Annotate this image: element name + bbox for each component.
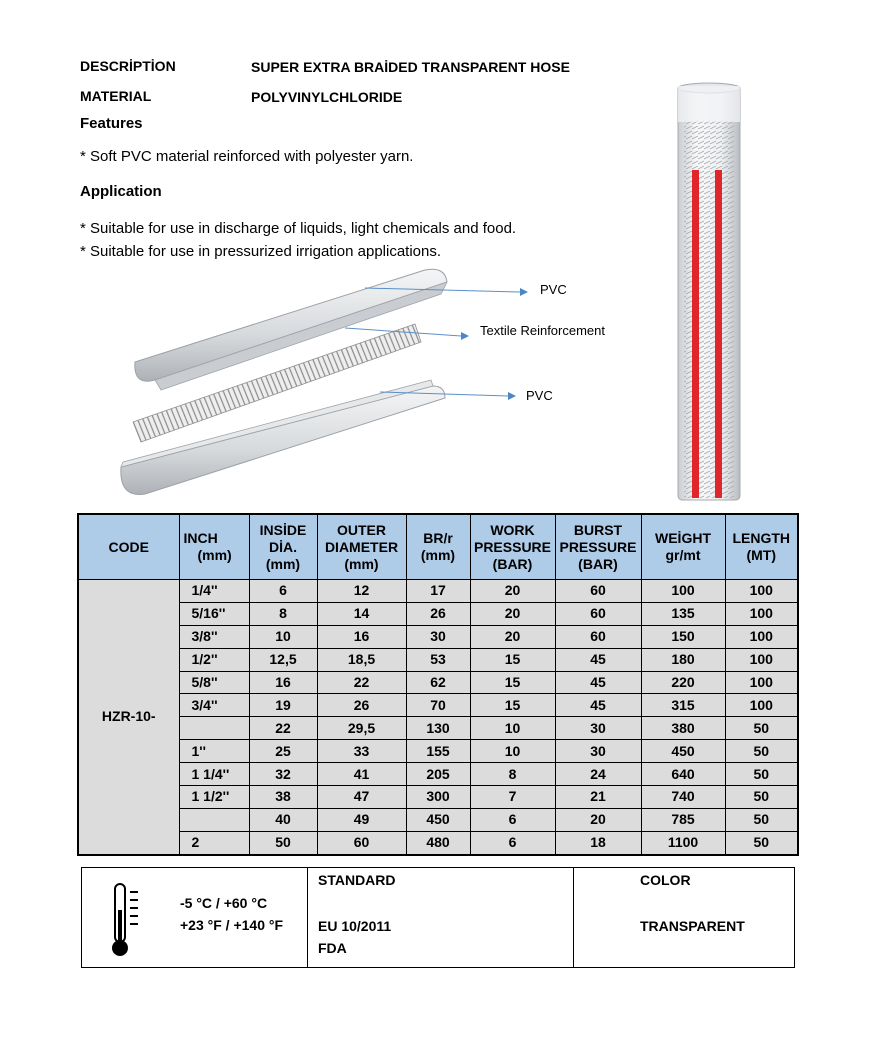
cell-bend-radius: 155 [406, 740, 470, 763]
cell-outer-diameter: 33 [317, 740, 406, 763]
cell-bend-radius: 62 [406, 671, 470, 694]
cell-code: HZR-10- [78, 580, 179, 855]
material-value: POLYVINYLCHLORIDE [251, 89, 403, 105]
temperature-fahrenheit: +23 °F / +140 °F [180, 917, 284, 933]
thermometer-icon [106, 880, 142, 960]
table-row [78, 717, 798, 740]
cell-inside-dia: 19 [249, 694, 317, 717]
table-row [78, 763, 798, 786]
cell-bend-radius: 30 [406, 625, 470, 648]
cell-outer-diameter: 16 [317, 625, 406, 648]
standard-value: EU 10/2011 [318, 918, 392, 934]
cell-bend-radius: 17 [406, 580, 470, 603]
cell-length: 100 [725, 602, 798, 625]
temperature-celsius: -5 °C / +60 °C [180, 895, 268, 911]
cell-burst-pressure: 24 [555, 763, 641, 786]
cell-inside-dia: 40 [249, 808, 317, 831]
header-length: LENGTH (MT) [725, 514, 798, 580]
cell-length: 100 [725, 648, 798, 671]
cell-weight: 380 [641, 717, 725, 740]
cell-bend-radius: 480 [406, 831, 470, 854]
cell-inside-dia: 6 [249, 580, 317, 603]
header-code: CODE [78, 514, 179, 580]
cell-length: 50 [725, 717, 798, 740]
cell-inch: 1 1/2'' [179, 786, 249, 809]
callout-textile: Textile Reinforcement [480, 323, 605, 338]
cell-weight: 640 [641, 763, 725, 786]
cell-work-pressure: 8 [470, 763, 555, 786]
cell-weight: 1100 [641, 831, 725, 854]
standard-value: FDA [318, 940, 347, 956]
cell-work-pressure: 6 [470, 831, 555, 854]
cell-weight: 315 [641, 694, 725, 717]
cell-inside-dia: 16 [249, 671, 317, 694]
cell-length: 100 [725, 580, 798, 603]
header-outer-diameter: OUTER DIAMETER (mm) [317, 514, 406, 580]
cell-outer-diameter: 12 [317, 580, 406, 603]
cell-inch: 2 [179, 831, 249, 854]
cell-bend-radius: 130 [406, 717, 470, 740]
cell-bend-radius: 53 [406, 648, 470, 671]
cell-work-pressure: 15 [470, 694, 555, 717]
cell-inch: 3/4'' [179, 694, 249, 717]
table-row [78, 602, 798, 625]
cell-weight: 150 [641, 625, 725, 648]
cell-outer-diameter: 49 [317, 808, 406, 831]
cell-outer-diameter: 26 [317, 694, 406, 717]
cell-outer-diameter: 22 [317, 671, 406, 694]
cell-weight: 785 [641, 808, 725, 831]
cell-burst-pressure: 30 [555, 717, 641, 740]
application-heading: Application [80, 183, 162, 200]
cell-work-pressure: 6 [470, 808, 555, 831]
cell-weight: 220 [641, 671, 725, 694]
cell-work-pressure: 20 [470, 625, 555, 648]
cell-inside-dia: 38 [249, 786, 317, 809]
cell-outer-diameter: 41 [317, 763, 406, 786]
table-row [78, 671, 798, 694]
cell-bend-radius: 26 [406, 602, 470, 625]
specification-table [77, 513, 799, 856]
cell-inch: 1/4'' [179, 580, 249, 603]
callout-pvc-inner: PVC [526, 388, 553, 403]
cell-bend-radius: 70 [406, 694, 470, 717]
cell-burst-pressure: 18 [555, 831, 641, 854]
info-box [81, 867, 795, 968]
header-weight: WEİGHT gr/mt [641, 514, 725, 580]
cell-inside-dia: 22 [249, 717, 317, 740]
table-row [78, 808, 798, 831]
hose-layers-diagram [115, 262, 535, 502]
header-inch: INCH (mm) [179, 514, 249, 580]
cell-length: 50 [725, 808, 798, 831]
cell-burst-pressure: 21 [555, 786, 641, 809]
cell-work-pressure: 10 [470, 740, 555, 763]
cell-work-pressure: 20 [470, 602, 555, 625]
description-label: DESCRİPTİON [80, 58, 176, 74]
cell-burst-pressure: 45 [555, 671, 641, 694]
table-header-row [78, 514, 798, 580]
cell-length: 50 [725, 831, 798, 854]
cell-inside-dia: 50 [249, 831, 317, 854]
material-label: MATERIAL [80, 88, 152, 104]
cell-work-pressure: 7 [470, 786, 555, 809]
cell-inside-dia: 12,5 [249, 648, 317, 671]
cell-length: 100 [725, 671, 798, 694]
cell-length: 50 [725, 740, 798, 763]
cell-work-pressure: 20 [470, 580, 555, 603]
cell-weight: 100 [641, 580, 725, 603]
cell-outer-diameter: 60 [317, 831, 406, 854]
cell-weight: 450 [641, 740, 725, 763]
cell-inch: 3/8'' [179, 625, 249, 648]
cell-burst-pressure: 60 [555, 580, 641, 603]
cell-length: 50 [725, 763, 798, 786]
application-item: * Suitable for use in discharge of liquids, light chemicals and food. [80, 220, 517, 237]
cell-length: 50 [725, 786, 798, 809]
cell-work-pressure: 10 [470, 717, 555, 740]
table-row [78, 831, 798, 854]
cell-inside-dia: 8 [249, 602, 317, 625]
table-row [78, 625, 798, 648]
cell-burst-pressure: 45 [555, 694, 641, 717]
cell-length: 100 [725, 625, 798, 648]
cell-inside-dia: 32 [249, 763, 317, 786]
cell-burst-pressure: 45 [555, 648, 641, 671]
cell-length: 100 [725, 694, 798, 717]
header-work-pressure: WORK PRESSURE (BAR) [470, 514, 555, 580]
cell-outer-diameter: 18,5 [317, 648, 406, 671]
cell-weight: 135 [641, 602, 725, 625]
cell-inch: 1'' [179, 740, 249, 763]
table-row [78, 580, 798, 603]
header-bend-radius: BR/r (mm) [406, 514, 470, 580]
standard-label: STANDARD [318, 872, 396, 888]
cell-weight: 740 [641, 786, 725, 809]
application-item: * Suitable for use in pressurized irrigation applications. [80, 243, 442, 260]
cell-inch: 1 1/4'' [179, 763, 249, 786]
description-value: SUPER EXTRA BRAİDED TRANSPARENT HOSE [251, 59, 570, 75]
cell-weight: 180 [641, 648, 725, 671]
cell-burst-pressure: 30 [555, 740, 641, 763]
cell-inch: 5/8'' [179, 671, 249, 694]
table-row [78, 648, 798, 671]
cell-work-pressure: 15 [470, 648, 555, 671]
cell-inch [179, 808, 249, 831]
cell-inside-dia: 10 [249, 625, 317, 648]
hose-product-image [668, 80, 752, 504]
cell-outer-diameter: 29,5 [317, 717, 406, 740]
header-burst-pressure: BURST PRESSURE (BAR) [555, 514, 641, 580]
cell-work-pressure: 15 [470, 671, 555, 694]
cell-burst-pressure: 60 [555, 602, 641, 625]
callout-pvc-outer: PVC [540, 282, 567, 297]
features-heading: Features [80, 115, 143, 132]
table-row [78, 786, 798, 809]
cell-outer-diameter: 47 [317, 786, 406, 809]
cell-inch: 1/2'' [179, 648, 249, 671]
cell-inch [179, 717, 249, 740]
cell-outer-diameter: 14 [317, 602, 406, 625]
color-value: TRANSPARENT [640, 918, 745, 934]
cell-bend-radius: 300 [406, 786, 470, 809]
cell-inch: 5/16'' [179, 602, 249, 625]
header-inside-dia: INSİDE DİA. (mm) [249, 514, 317, 580]
cell-burst-pressure: 60 [555, 625, 641, 648]
cell-bend-radius: 205 [406, 763, 470, 786]
cell-burst-pressure: 20 [555, 808, 641, 831]
cell-inside-dia: 25 [249, 740, 317, 763]
table-row [78, 694, 798, 717]
cell-bend-radius: 450 [406, 808, 470, 831]
table-row [78, 740, 798, 763]
color-label: COLOR [640, 872, 691, 888]
feature-item: * Soft PVC material reinforced with polyester yarn. [80, 148, 414, 165]
